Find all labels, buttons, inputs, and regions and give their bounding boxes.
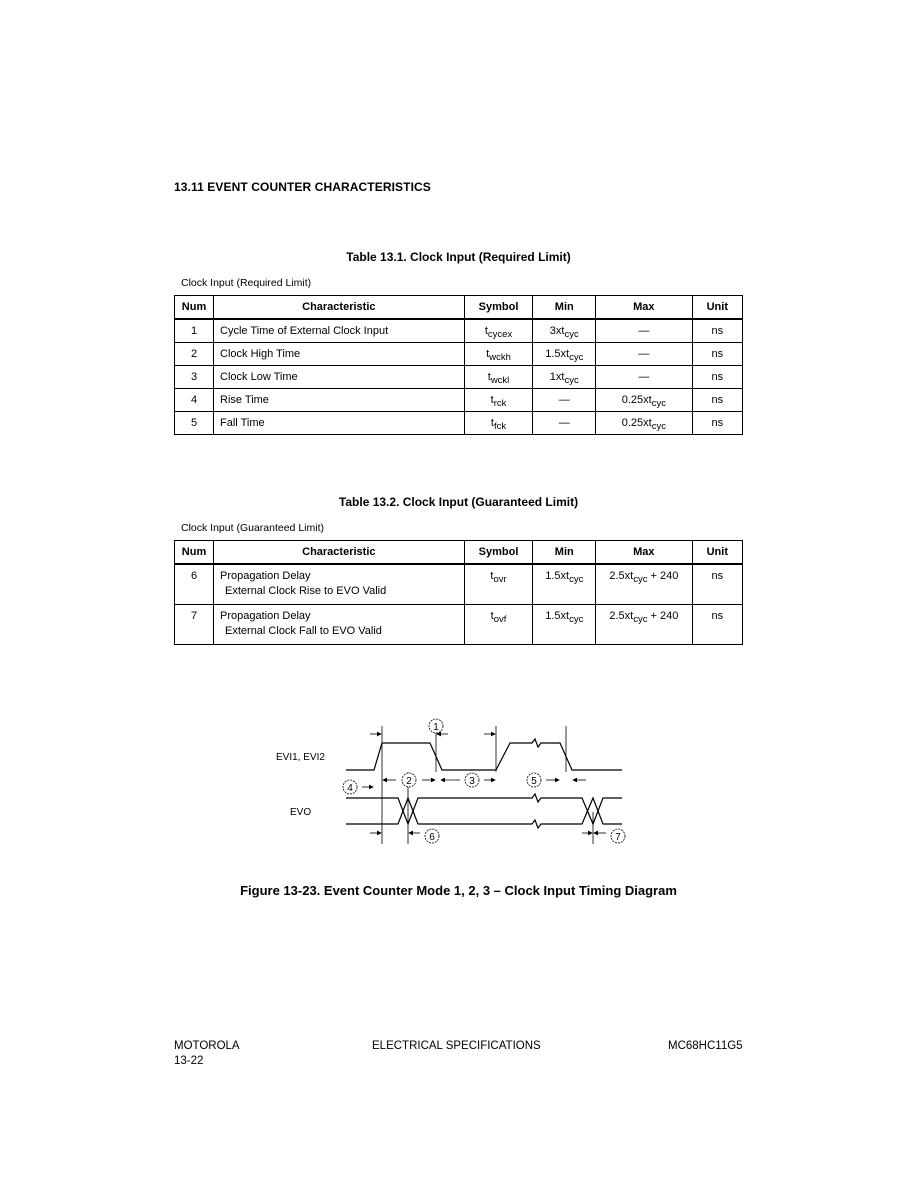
cell-unit: ns [692, 389, 742, 412]
cell-max-suffix: + 240 [647, 609, 679, 622]
cell-characteristic [214, 343, 465, 366]
cell-symbol-subscript: fck [493, 421, 507, 432]
table2-header-unit: Unit [692, 541, 742, 565]
output-waveform [346, 794, 622, 828]
cell-min-value: 1xt [549, 371, 565, 383]
cell-symbol-value: t [490, 609, 494, 622]
cell-min [533, 366, 596, 389]
cell-min-subscript: cyc [569, 613, 584, 625]
table1-title: Table 13.1. Clock Input (Required Limit) [346, 250, 571, 264]
cell-min-value: 1.5xt [545, 609, 570, 622]
cell-symbol-value: t [490, 570, 494, 582]
cell-symbol-value: t [484, 325, 488, 337]
table1-body [175, 319, 743, 435]
table-row [175, 412, 743, 435]
table1-caption: Clock Input (Required Limit) [181, 277, 312, 289]
table2-header-symbol: Symbol [464, 541, 533, 565]
cell-max [596, 366, 693, 389]
cell-symbol-subscript: rck [493, 398, 507, 409]
cell-unit: ns [692, 564, 742, 604]
cell-max-subscript: cyc [651, 398, 666, 409]
cell-characteristic [214, 564, 465, 604]
cell-min-subscript: cyc [569, 352, 584, 363]
table1-header-row [175, 296, 743, 320]
cell-min-value: 1.5xt [545, 348, 570, 360]
cell-unit: ns [692, 319, 742, 343]
dimension-arrows [362, 734, 606, 833]
cell-min [533, 604, 596, 644]
cell-num: 5 [175, 412, 214, 435]
cell-max [596, 389, 693, 412]
cell-max [596, 564, 693, 604]
cell-max-value: — [638, 325, 650, 337]
cell-characteristic [214, 412, 465, 435]
cell-max-subscript: cyc [651, 421, 666, 432]
svg-text:5: 5 [531, 776, 537, 787]
table-row [175, 366, 743, 389]
cell-symbol [464, 343, 533, 366]
cell-num: 4 [175, 389, 214, 412]
cell-symbol-value: t [487, 371, 491, 383]
cell-min [533, 389, 596, 412]
signal-label-output: EVO [290, 807, 312, 818]
characteristic-detail: External Clock Rise to EVO Valid [225, 585, 387, 597]
table1-header-characteristic: Characteristic [214, 296, 465, 320]
cell-symbol-value: t [490, 394, 494, 406]
table2-header-characteristic: Characteristic [214, 541, 465, 565]
cell-unit: ns [692, 604, 742, 644]
cell-symbol-subscript: wckh [489, 352, 511, 363]
cell-symbol-subscript: ovf [493, 613, 507, 625]
characteristic-text: Cycle Time of External Clock Input [220, 325, 389, 337]
figure-caption: Figure 13-23. Event Counter Mode 1, 2, 3 – Clock Input Timing Diagram [240, 883, 677, 898]
cell-num: 3 [175, 366, 214, 389]
marker-4 [343, 780, 357, 794]
table1-header-unit: Unit [692, 296, 742, 320]
cell-unit: ns [692, 366, 742, 389]
characteristic-detail: External Clock Fall to EVO Valid [225, 624, 382, 637]
cell-symbol-subscript: wckl [490, 375, 510, 386]
svg-text:6: 6 [429, 832, 435, 843]
characteristic-text: Clock High Time [220, 348, 301, 360]
table2-body [175, 564, 743, 644]
marker-6 [425, 829, 439, 843]
cell-min-subscript: cyc [569, 574, 584, 585]
cell-num: 6 [175, 564, 214, 604]
svg-text:4: 4 [347, 783, 353, 794]
cell-characteristic [214, 389, 465, 412]
svg-text:3: 3 [469, 776, 475, 787]
cell-max-value: — [638, 348, 650, 360]
cell-min-value: 1.5xt [545, 570, 570, 582]
cell-symbol [464, 319, 533, 343]
marker-7 [611, 829, 625, 843]
cell-min-subscript: cyc [564, 375, 579, 386]
cell-symbol [464, 564, 533, 604]
table-row [175, 564, 743, 604]
characteristic-text: Clock Low Time [220, 371, 298, 383]
cell-max-subscript: cyc [633, 574, 648, 585]
table2-caption: Clock Input (Guaranteed Limit) [181, 522, 324, 534]
cell-min [533, 412, 596, 435]
cell-num: 1 [175, 319, 214, 343]
cell-max [596, 319, 693, 343]
cell-characteristic [214, 366, 465, 389]
table-row [175, 604, 743, 644]
cell-symbol-subscript: ovr [493, 574, 507, 585]
cell-symbol [464, 412, 533, 435]
cell-min-value: — [558, 417, 570, 429]
cell-min-subscript: cyc [564, 329, 579, 340]
footer-left: MOTOROLA [174, 1040, 240, 1052]
table2-header-row [175, 541, 743, 565]
footer-page-number: 13-22 [174, 1055, 204, 1067]
cell-characteristic [214, 604, 465, 644]
input-waveform [346, 739, 622, 770]
table-row [175, 319, 743, 343]
svg-text:1: 1 [433, 722, 439, 733]
cell-min-value: 3xt [549, 325, 565, 337]
table2-header-max: Max [596, 541, 693, 565]
table2-header-num: Num [175, 541, 214, 565]
cell-symbol-value: t [490, 417, 494, 429]
cell-max-value: 2.5xt [609, 609, 634, 622]
section-title: 13.11 EVENT COUNTER CHARACTERISTICS [174, 180, 431, 194]
characteristic-text: Rise Time [220, 394, 269, 406]
table-row [175, 389, 743, 412]
characteristic-text: Fall Time [220, 417, 265, 429]
table1-header-num: Num [175, 296, 214, 320]
table-row [175, 343, 743, 366]
cell-min [533, 343, 596, 366]
cell-max-value: — [638, 371, 650, 383]
svg-text:7: 7 [615, 832, 621, 843]
cell-max [596, 412, 693, 435]
marker-2 [402, 773, 416, 787]
characteristic-text: Propagation Delay [220, 609, 311, 622]
cell-num: 2 [175, 343, 214, 366]
cell-symbol [464, 389, 533, 412]
table1-header-min: Min [533, 296, 596, 320]
cell-symbol-value: t [486, 348, 490, 360]
cell-max-subscript: cyc [633, 613, 648, 625]
marker-5 [527, 773, 541, 787]
marker-3 [465, 773, 479, 787]
table2-header-min: Min [533, 541, 596, 565]
cell-min-value: — [558, 394, 570, 406]
cell-unit: ns [692, 343, 742, 366]
footer-right: MC68HC11G5 [668, 1040, 743, 1052]
signal-label-input: EVI1, EVI2 [276, 752, 325, 763]
cell-symbol-subscript: cycex [487, 329, 513, 340]
cell-symbol [464, 604, 533, 644]
table2 [174, 540, 743, 645]
cell-characteristic [214, 319, 465, 343]
cell-num: 7 [175, 604, 214, 644]
svg-text:2: 2 [406, 776, 412, 787]
footer-center: ELECTRICAL SPECIFICATIONS [372, 1040, 541, 1052]
cell-min [533, 319, 596, 343]
cell-unit: ns [692, 412, 742, 435]
cell-max-value: 2.5xt [609, 570, 634, 582]
cell-max-suffix: + 240 [647, 570, 679, 582]
table1 [174, 295, 743, 435]
cell-symbol [464, 366, 533, 389]
timing-diagram [270, 712, 640, 852]
marker-1 [429, 719, 443, 733]
cell-max [596, 604, 693, 644]
characteristic-text: Propagation Delay [220, 570, 311, 582]
table2-title: Table 13.2. Clock Input (Guaranteed Limit) [338, 495, 579, 509]
cell-max-value: 0.25xt [621, 417, 652, 429]
cell-max [596, 343, 693, 366]
table1-header-symbol: Symbol [464, 296, 533, 320]
cell-max-value: 0.25xt [621, 394, 652, 406]
table1-header-max: Max [596, 296, 693, 320]
cell-min [533, 564, 596, 604]
